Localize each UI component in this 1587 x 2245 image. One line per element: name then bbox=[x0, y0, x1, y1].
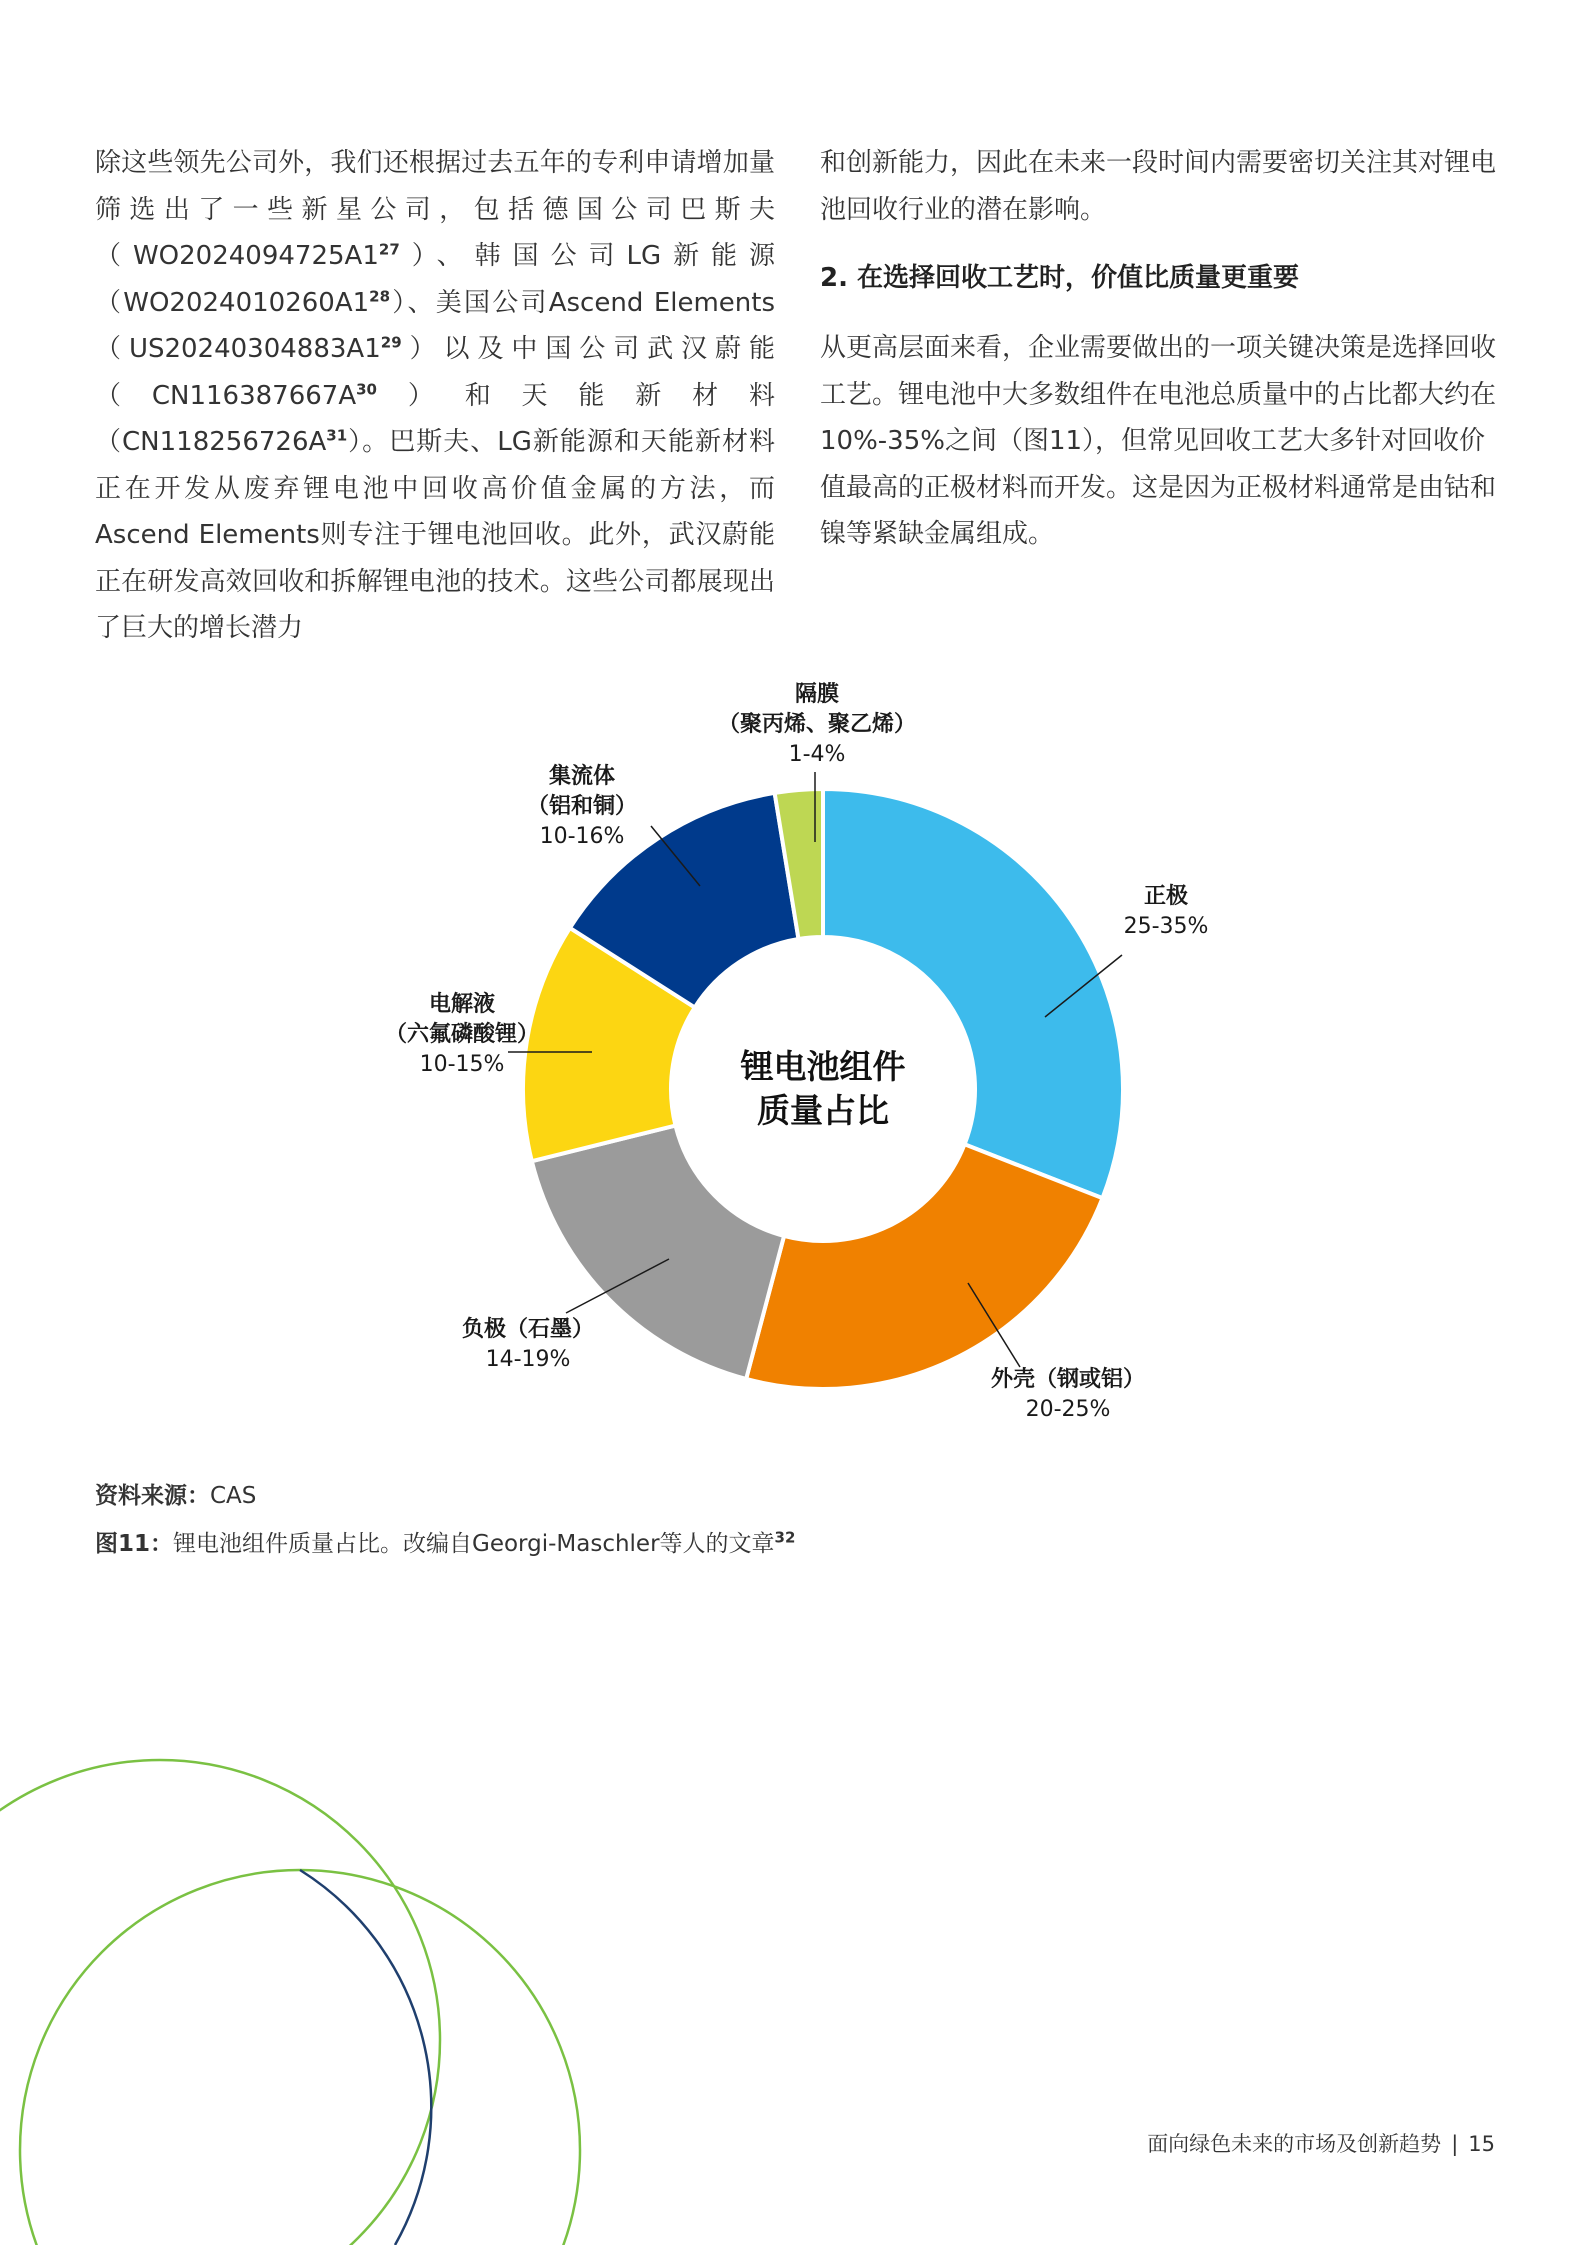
source-note: 资料来源：CAS bbox=[95, 1483, 257, 1509]
slice-cathode bbox=[823, 789, 1123, 1198]
figure-caption: 图11：锂电池组件质量占比。改编自Georgi-Maschler等人的文章$^{32}$ bbox=[95, 1528, 796, 1557]
section-heading: 2. 在选择回收工艺时，价值比质量更重要 bbox=[820, 263, 1300, 293]
label-electrolyte: 电解液 （六氟磷酸锂） 10-15% bbox=[384, 992, 540, 1077]
page-footer bbox=[1147, 2128, 1495, 2158]
label-anode: 负极（石墨） 14-19% bbox=[461, 1317, 595, 1372]
decorative-circle-green-2 bbox=[20, 1870, 580, 2245]
decorative-circle-green bbox=[0, 1760, 440, 2245]
left-column bbox=[95, 140, 775, 652]
chart-center-title: 锂电池组件 质量占比 bbox=[740, 1047, 906, 1130]
label-separator: 隔膜 （聚丙烯、聚乙烯） 1-4% bbox=[717, 682, 917, 767]
slice-casing bbox=[746, 1144, 1102, 1389]
label-cathode: 正极 25-35% bbox=[1123, 884, 1209, 939]
page-number: 15 bbox=[1468, 2132, 1495, 2156]
label-collector: 集流体 （铝和铜） 10-16% bbox=[526, 764, 638, 849]
footnote-ref[interactable]: 32 bbox=[774, 1528, 796, 1547]
decorative-circles bbox=[0, 1740, 640, 2245]
footer-separator: | bbox=[1451, 2132, 1459, 2156]
donut-chart bbox=[0, 660, 1587, 1440]
left-paragraph: 除这些领先公司外，我们还根据过去五年的专利申请增加量筛选出了一些新星公司，包括德国公司巴斯夫$(WO2024094725A1^{27})$、韩国公司LG新能源$(WO2024010260A1^{28})$、美国公司Ascend $Elements(US20240304883A1^{29})$以及中国公司武汉蔚能$(CN116387667A^{30})$和天能新材料$(CN118256726A^{31})$。巴斯夫、LG新能源和天能新材料正在开发从废弃锂电池中回收高价值金属的方法，而Ascend Elements则专注于锂电池回收。此外，武汉蔚能正在研发高效回收和拆解锂电池的技术。这些公司都展现出了巨大的增长潜力 bbox=[95, 148, 776, 643]
right-paragraph-2: 从更高层面来看，企业需要做出的一项关键决策是选择回收工艺。锂电池中大多数组件在电池总质量中的占比都大约在10%-35%之间（图11），但常见回收工艺大多针对回收价值最高的正极材料而开发。这是因为正极材料通常是由钴和镍等紧缺金属组成。 bbox=[820, 333, 1497, 549]
footnote-ref[interactable]: 30 bbox=[356, 379, 377, 398]
footnote-ref[interactable]: 29 bbox=[380, 333, 402, 352]
footer-title: 面向绿色未来的市场及创新趋势 bbox=[1147, 2132, 1442, 2156]
decorative-arc-navy bbox=[300, 1870, 431, 2245]
right-paragraph-1: 和创新能力，因此在未来一段时间内需要密切关注其对锂电池回收行业的潜在影响。 bbox=[820, 148, 1497, 225]
footnote-ref[interactable]: 27 bbox=[378, 240, 400, 259]
footnote-ref[interactable]: 28 bbox=[369, 286, 391, 305]
footnote-ref[interactable]: 31 bbox=[326, 426, 348, 445]
label-casing: 外壳（钢或铝） 20-25% bbox=[990, 1367, 1146, 1422]
right-column bbox=[820, 140, 1500, 558]
